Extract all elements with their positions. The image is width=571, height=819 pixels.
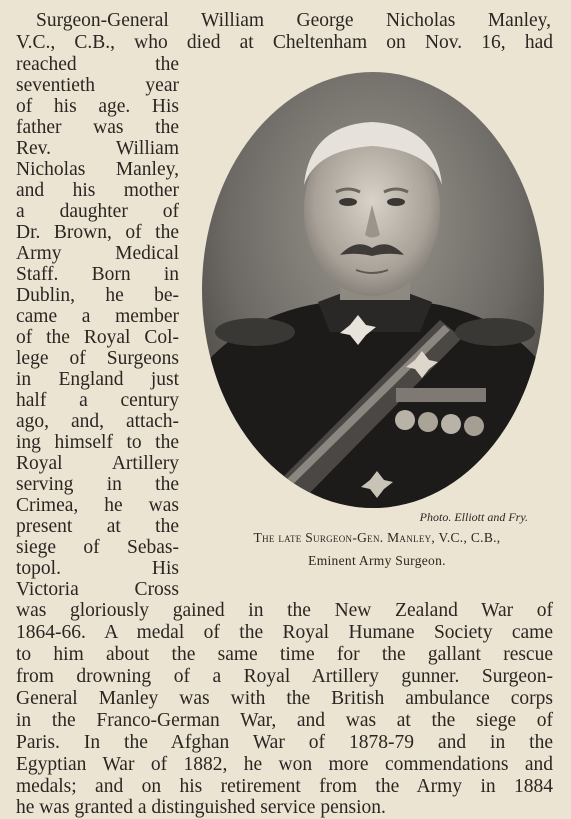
article-line: Paris. In the Afghan War of 1878-79 and in the bbox=[16, 732, 553, 753]
column-line: came a member bbox=[16, 306, 179, 327]
article-line: medals; and on his retirement from the Army in 1884 bbox=[16, 776, 553, 797]
column-line: Royal Artillery bbox=[16, 453, 179, 474]
column-line: and his mother bbox=[16, 180, 179, 201]
column-line: siege of Sebas- bbox=[16, 537, 179, 558]
article-line: General Manley was with the British ambulance corps bbox=[16, 688, 553, 709]
photo-credit: Photo. Elliott and Fry. bbox=[419, 510, 528, 524]
article-line: 1864-66. A medal of the Royal Humane Society came bbox=[16, 622, 553, 643]
portrait-photo bbox=[200, 70, 546, 510]
article-line: to him about the same time for the gallant rescue bbox=[16, 644, 553, 665]
article-line: was gloriously gained in the New Zealand War of bbox=[16, 600, 553, 621]
column-line: ago, and, attach- bbox=[16, 411, 179, 432]
column-line: father was the bbox=[16, 117, 179, 138]
column-line: Nicholas Manley, bbox=[16, 159, 179, 180]
portrait-illustration bbox=[200, 70, 546, 510]
article-line: he was granted a distinguished service pension. bbox=[16, 797, 386, 818]
caption-subtitle: Eminent Army Surgeon. bbox=[308, 553, 446, 568]
article-line: Surgeon-General William George Nicholas Manley, bbox=[36, 10, 551, 31]
column-line: Dr. Brown, of the bbox=[16, 222, 179, 243]
column-line: present at the bbox=[16, 516, 179, 537]
article-line: V.C., C.B., who died at Cheltenham on Nov. 16, had bbox=[16, 32, 553, 53]
article-line: in the Franco-German War, and was at the siege of bbox=[16, 710, 553, 731]
column-line: Dublin, he be- bbox=[16, 285, 179, 306]
article-line: from drowning of a Royal Artillery gunner. Surgeon- bbox=[16, 666, 553, 687]
column-line: reached the bbox=[16, 54, 179, 75]
column-line: of the Royal Col- bbox=[16, 327, 179, 348]
column-line: Rev. William bbox=[16, 138, 179, 159]
article-line: Egyptian War of 1882, he won more commendations and bbox=[16, 754, 553, 775]
column-line: ing himself to the bbox=[16, 432, 179, 453]
column-line: in England just bbox=[16, 369, 179, 390]
column-line: lege of Surgeons bbox=[16, 348, 179, 369]
column-line: Staff. Born in bbox=[16, 264, 179, 285]
column-line: half a century bbox=[16, 390, 179, 411]
column-line: Victoria Cross bbox=[16, 579, 179, 600]
column-line: serving in the bbox=[16, 474, 179, 495]
column-line: seventieth year bbox=[16, 75, 179, 96]
column-line: of his age. His bbox=[16, 96, 179, 117]
column-line: a daughter of bbox=[16, 201, 179, 222]
column-line: topol. His bbox=[16, 558, 179, 579]
column-line: Crimea, he was bbox=[16, 495, 179, 516]
caption-title: The late Surgeon-Gen. Manley, V.C., C.B., bbox=[253, 530, 501, 545]
column-line: Army Medical bbox=[16, 243, 179, 264]
